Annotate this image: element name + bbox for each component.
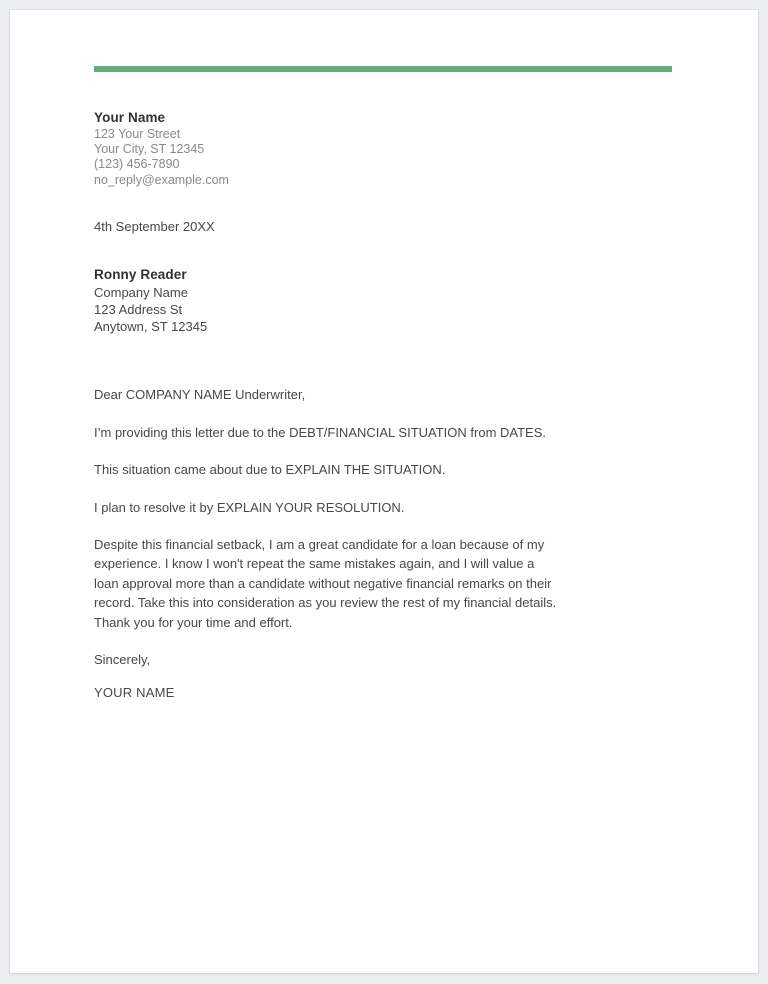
letter-date: 4th September 20XX bbox=[94, 218, 215, 234]
recipient-address-block bbox=[94, 265, 674, 336]
letter-content bbox=[94, 66, 674, 703]
body-paragraph-4: Despite this financial setback, I am a great candidate for a loan because of my experience. I know I won't repeat the same mistakes again, and I will value a loan approval more than a candidate without negative financial remarks on their record. Take this into consideration as you review the rest of my financial details. Thank you for your time and effort. bbox=[94, 537, 557, 630]
sender-street: 123 Your Street bbox=[94, 127, 181, 141]
recipient-name: Ronny Reader bbox=[94, 266, 187, 282]
body-paragraph-3: I plan to resolve it by EXPLAIN YOUR RESOLUTION. bbox=[94, 499, 405, 515]
body-paragraph-1: I’m providing this letter due to the DEBT/FINANCIAL SITUATION from DATES. bbox=[94, 424, 546, 440]
sender-name: Your Name bbox=[94, 110, 166, 125]
letter-body bbox=[94, 385, 560, 702]
body-paragraph-2: This situation came about due to EXPLAIN THE SITUATION. bbox=[94, 462, 446, 478]
recipient-company: Company Name bbox=[94, 284, 188, 300]
sender-email: no_reply@example.com bbox=[94, 172, 229, 187]
sender-phone: (123) 456-7890 bbox=[94, 157, 180, 172]
letter-page bbox=[10, 10, 758, 973]
salutation: Dear COMPANY NAME Underwriter, bbox=[94, 387, 306, 403]
accent-bar bbox=[94, 66, 672, 72]
sender-city-state-zip: Your City, ST 12345 bbox=[94, 142, 205, 157]
recipient-street: 123 Address St bbox=[94, 302, 183, 318]
closing-line: Sincerely, bbox=[94, 652, 151, 668]
sender-address-block bbox=[94, 109, 674, 188]
recipient-city-state-zip: Anytown, ST 12345 bbox=[94, 319, 208, 335]
signature-line: YOUR NAME bbox=[94, 685, 175, 701]
